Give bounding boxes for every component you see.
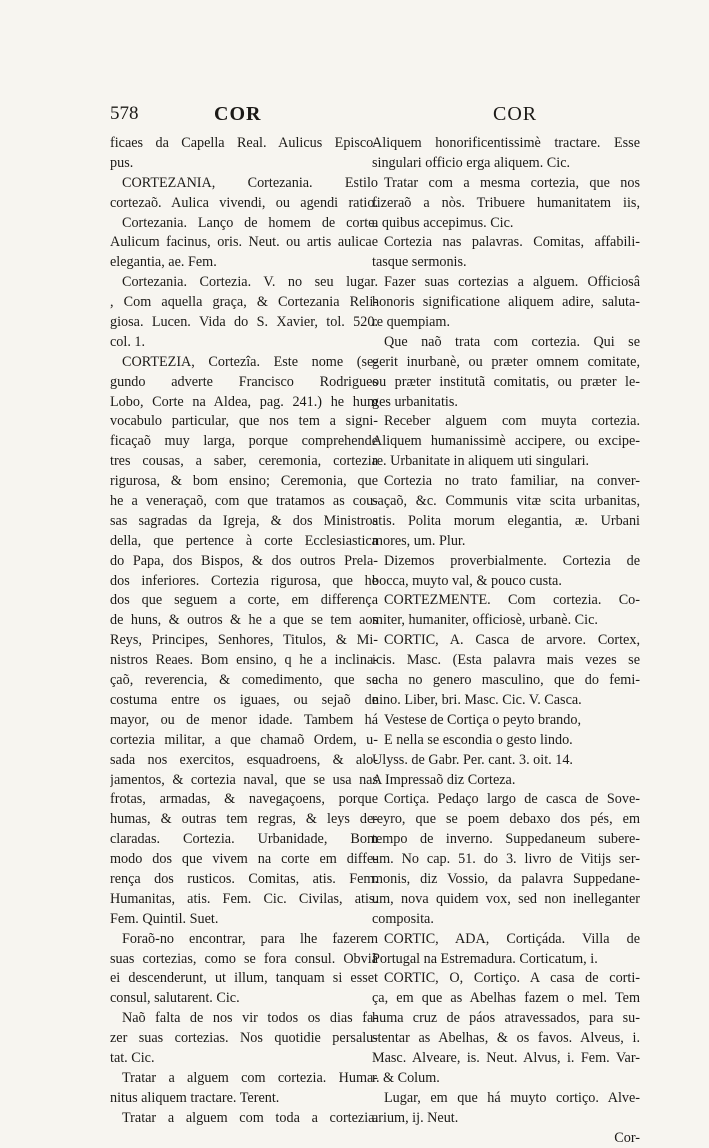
left-column-line: claradas. Cortezia. Urbanidade, Bom — [110, 831, 378, 848]
right-column-line: stentar as Abelhas, & os favos. Alveus, i. — [372, 1030, 640, 1047]
right-column-line: Aliquem humanissimè accipere, ou excipe- — [372, 433, 640, 450]
right-column-line: tempo de inverno. Suppedaneum subere- — [372, 831, 640, 848]
right-column-line: A Impressaõ diz Corteza. — [372, 771, 516, 788]
right-column-line: acha no genero masculino, que do femi- — [372, 672, 640, 689]
right-column-line: nino. Liber, bri. Masc. Cic. V. Casca. — [372, 691, 582, 708]
left-column-line: rigurosa, & bom ensino; Ceremonia, que — [110, 473, 378, 490]
left-column-line: Tratar a alguem com toda a cortezia. — [122, 1109, 378, 1126]
left-column-line: rença dos rusticos. Comitas, atis. Fem. — [110, 870, 378, 887]
right-column-line: huma cruz de páos atravessados, para su- — [372, 1010, 640, 1027]
left-column-line: costuma entre os iguaes, ou sejaõ de — [110, 691, 378, 708]
right-column-line: re quempiam. — [372, 314, 451, 331]
left-column-line: elegantia, ae. Fem. — [110, 254, 217, 271]
left-column-line: pus. — [110, 154, 134, 171]
right-column-line: Aliquem honorificentissimè tractare. Esse — [372, 135, 640, 151]
left-column-line: sas sagradas da Igreja, & dos Ministros — [110, 512, 378, 529]
left-column-line: giosa. Lucen. Vida do S. Xavier, tol. 520. — [110, 314, 378, 331]
left-column-line: humas, & outras tem regras, & leys de- — [110, 811, 378, 828]
right-column-line: r. & Colum. — [372, 1069, 440, 1086]
left-column-line: frotas, armadas, & navegaçoens, porque — [110, 791, 378, 808]
page-number: 578 — [110, 103, 139, 124]
right-column-line: CORTIC, A. Casca de arvore. Cortex, — [384, 632, 640, 649]
right-column-line: ges urbanitatis. — [372, 393, 458, 410]
right-column-line: CORTEZMENTE. Com cortezia. Co- — [384, 592, 640, 609]
right-column-line: bocca, muyto val, & pouco custa. — [372, 572, 562, 589]
left-column-line: Aulicum facinus, oris. Neut. ou artis aulicae — [110, 234, 378, 251]
right-column-line: honoris significatione aliquem adire, saluta- — [372, 294, 640, 311]
right-column-line: Que naõ trata com cortezia. Qui se — [384, 333, 640, 350]
right-column-line: Fazer suas cortezias a alguem. Officiosâ — [384, 274, 640, 291]
left-column-line: mayor, ou de menor idade. Tambem há — [110, 711, 378, 728]
right-column-line: saçaõ, &c. Communis vitæ scita urbanitas, — [372, 493, 640, 510]
right-column-line: Cortezia no trato familiar, na conver- — [384, 473, 640, 490]
right-column-line: Vestese de Cortiça o peyto brando, — [384, 711, 581, 728]
right-column-line: mores, um. Plur. — [372, 532, 466, 549]
left-column-line: do Papa, dos Bispos, & dos outros Prela- — [110, 552, 378, 569]
right-column-line: Ulyss. de Gabr. Per. cant. 3. oit. 14. — [372, 751, 573, 768]
right-column-line: Masc. Alveare, is. Neut. Alvus, i. Fem. Var- — [372, 1049, 640, 1066]
right-column-line: icis. Masc. (Esta palavra mais vezes se — [372, 652, 640, 669]
right-column-line: um, nova quidem vox, sed non inelleganter — [372, 890, 640, 907]
right-column-line: Cortezia nas palavras. Comitas, affabili- — [384, 234, 640, 251]
right-column-line: monis, diz Vossio, da palavra Suppedane- — [372, 870, 640, 887]
left-column-line: Foraõ-no encontrar, para lhe fazerem — [122, 930, 378, 947]
left-column-line: vocabulo particular, que nos tem a signi- — [110, 413, 378, 430]
right-column-line: composita. — [372, 910, 434, 927]
left-column-line: col. 1. — [110, 333, 146, 350]
left-column-line: Reys, Principes, Senhores, Titulos, & Mi- — [110, 632, 378, 649]
left-column-line: tat. Cic. — [110, 1049, 155, 1066]
left-column-line: cortezia militar, a que chamaõ Ordem, u- — [110, 731, 378, 748]
right-column-line: E nella se escondia o gesto lindo. — [384, 731, 573, 748]
left-column-line: Naõ falta de nos vir todos os dias fa- — [122, 1010, 378, 1027]
left-text-column — [110, 134, 378, 1129]
right-column-line: fizeraõ a nòs. Tribuere humanitatem iis, — [372, 194, 640, 211]
left-column-line: cortezaõ. Aulica vivendi, ou agendi ratio. — [110, 194, 378, 211]
left-column-line: Tratar a alguem com cortezia. Huma- — [122, 1069, 378, 1086]
right-text-column — [372, 134, 640, 1148]
right-column-line: arium, ij. Neut. — [372, 1109, 459, 1126]
right-column-line: gerit inurbanè, ou præter omnem comitate, — [372, 353, 640, 370]
right-column-line: um. No cap. 51. do 3. livro de Vitijs ser- — [372, 851, 640, 868]
left-column-line: consul, salutarent. Cic. — [110, 990, 240, 1007]
left-column-line: dos que seguem a corte, em differença — [110, 592, 378, 609]
right-column-line: re. Urbanitate in aliquem uti singulari. — [372, 453, 590, 470]
left-column-line: zer suas cortezias. Nos quotidie persalu- — [110, 1030, 378, 1047]
left-column-line: CORTEZANIA, Cortezania. Estilo — [122, 174, 378, 191]
left-column-line: Lobo, Corte na Aldea, pag. 241.) he hum — [110, 393, 378, 410]
left-column-line: de huns, & outros & he a que se tem aos — [110, 612, 378, 629]
right-running-head: COR — [493, 103, 538, 125]
right-column-line: Receber alguem com muyta cortezia. — [384, 413, 640, 430]
left-column-line: Cortezania. Lanço de homem de corte. — [122, 214, 378, 231]
left-column-line: suas cortezias, como se fora consul. Obviã — [110, 950, 378, 967]
left-column-line: Humanitas, atis. Fem. Cic. Civilas, atis. — [110, 890, 378, 907]
right-column-line: ça, em que as Abelhas fazem o mel. Tem — [372, 990, 640, 1007]
left-running-head: COR — [214, 103, 262, 125]
left-column-line: sada nos exercitos, esquadroens, & alo- — [110, 751, 378, 768]
right-column-line: Lugar, em que há muyto cortiço. Alve- — [384, 1089, 640, 1106]
right-column-line: CORTIC, O, Cortiço. A casa de corti- — [384, 970, 640, 987]
left-column-line: ei descenderunt, ut illum, tanquam si esset — [110, 970, 378, 987]
right-column-line: tasque sermonis. — [372, 254, 467, 271]
right-column-line: reyro, que se poem debaxo dos pés, em — [372, 811, 640, 828]
right-column-line: atis. Polita morum elegantia, æ. Urbani — [372, 512, 640, 529]
right-column-line: Cortiça. Pedaço largo de casca de Sove- — [384, 791, 640, 808]
right-column-line: CORTIC, ADA, Cortiçáda. Villa de — [384, 930, 640, 947]
left-column-line: he a veneraçaõ, com que tratamos as cou- — [110, 493, 378, 510]
left-column-line: CORTEZIA, Cortezîa. Este nome (se- — [122, 353, 378, 370]
right-column-line: singulari officio erga aliquem. Cic. — [372, 154, 571, 171]
left-column-line: modo dos que vivem na corte em diffe- — [110, 851, 378, 868]
right-column-line: ou præter institutã comitatis, ou præter le- — [372, 373, 640, 390]
left-column-line: nitus aliquem tractare. Terent. — [110, 1089, 280, 1106]
left-column-line: Fem. Quintil. Suet. — [110, 910, 219, 927]
left-column-line: ficaçaõ muy larga, porque comprehende — [110, 433, 378, 450]
left-column-line: , Com aquella graça, & Cortezania Reli- — [110, 294, 378, 311]
left-column-line: ficaes da Capella Real. Aulicus Episco- — [110, 135, 378, 151]
left-column-line: nistros Reaes. Bom ensino, q he a inclina- — [110, 652, 378, 669]
left-column-line: Cortezania. Cortezia. V. no seu lugar. — [122, 274, 378, 291]
right-column-line: a quibus accepimus. Cic. — [372, 214, 514, 231]
left-column-line: çaõ, reverencia, & comedimento, que se — [110, 672, 378, 689]
left-column-line: dos inferiores. Cortezia rigurosa, que he — [110, 572, 378, 589]
left-column-line: gundo adverte Francisco Rodrigues — [110, 373, 378, 390]
right-column-line: Cor- — [614, 1129, 640, 1146]
left-column-line: jamentos, & cortezia naval, que se usa nas — [110, 771, 378, 788]
right-column-line: Portugal na Estremadura. Corticatum, i. — [372, 950, 598, 967]
left-column-line: tres cousas, a saber, ceremonia, cortezia — [110, 453, 378, 470]
right-column-line: Tratar com a mesma cortezia, que nos — [384, 174, 640, 191]
right-column-line: Dizemos proverbialmente. Cortezia de — [384, 552, 640, 569]
right-column-line: miter, humaniter, officiosè, urbanè. Cic. — [372, 612, 598, 629]
left-column-line: della, que pertence à corte Ecclesiastica — [110, 532, 378, 549]
